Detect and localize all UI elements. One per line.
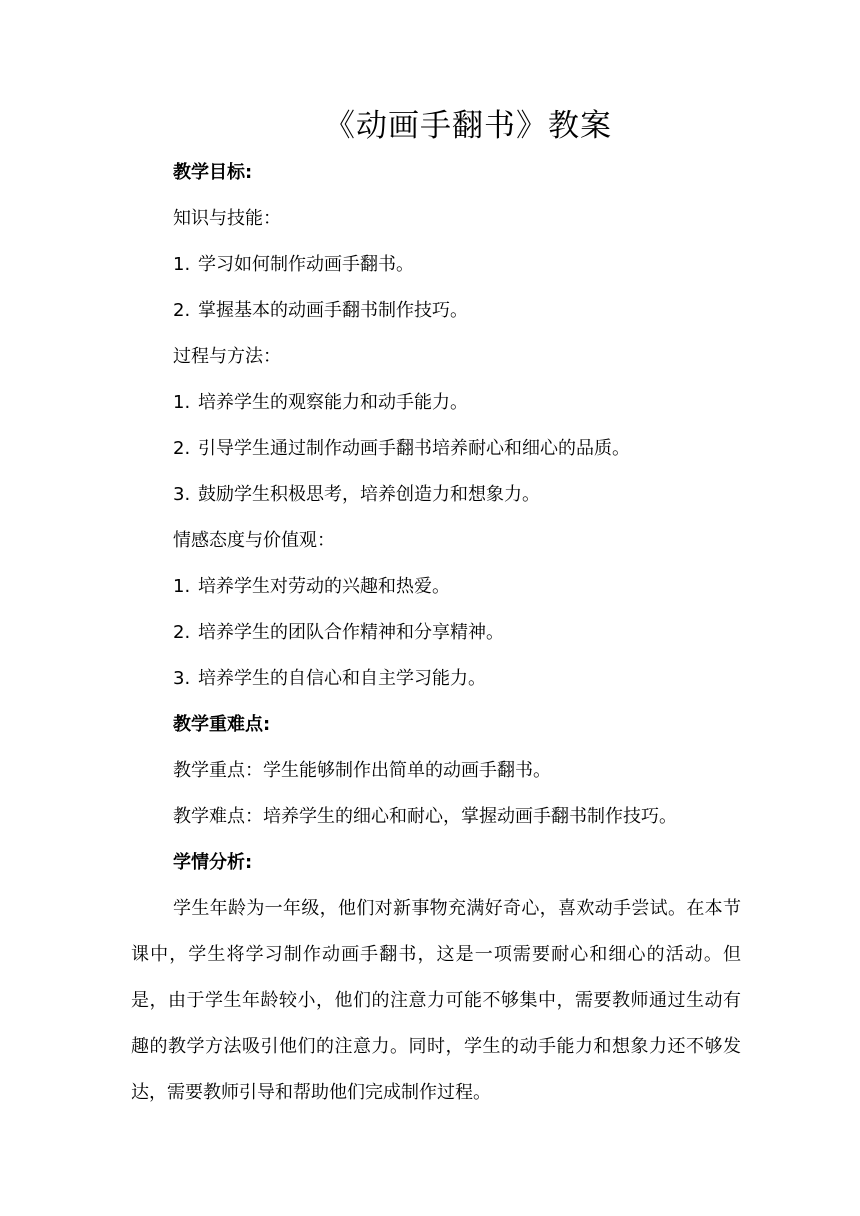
list-item-text: 培养学生对劳动的兴趣和热爱。 [198,576,450,597]
list-item-number: 2. [173,438,191,459]
list-item-number: 2. [173,300,191,321]
list-item-text: 培养学生的自信心和自主学习能力。 [198,668,486,689]
list-item-number: 3. [173,668,191,689]
list-item [131,610,741,656]
document-title: 《动画手翻书》教案 [324,108,612,144]
list-item-number: 1. [173,254,191,275]
list-item-text: 引导学生通过制作动画手翻书培养耐心和细心的品质。 [198,438,630,459]
list-item-text: 掌握基本的动画手翻书制作技巧。 [198,300,468,321]
list-item [131,380,741,426]
list-item [131,564,741,610]
list-item-number: 1. [173,576,191,597]
list-item-number: 3. [173,484,191,505]
list-item-text: 鼓励学生积极思考，培养创造力和想象力。 [198,484,540,505]
analysis-paragraph: 学生年龄为一年级，他们对新事物充满好奇心，喜欢动手尝试。在本节课中，学生将学习制作动画手翻书，这是一项需要耐心和细心的活动。但是，由于学生年龄较小，他们的注意力可能不够集中，需要教师通过生动有趣的教学方法吸引他们的注意力。同时，学生的动手能力和想象力还不够发达，需要教师引导和帮助他们完成制作过程。 [131,898,741,1103]
subheading-process: 过程与方法： [173,346,281,367]
list-item [131,656,741,702]
list-item-text: 培养学生的观察能力和动手能力。 [198,392,468,413]
section-heading-analysis: 学情分析: [173,852,253,873]
document-body [131,150,741,1116]
list-item-number: 1. [173,392,191,413]
list-item [131,288,741,334]
list-item [131,472,741,518]
key-point-difficulty: 教学难点：培养学生的细心和耐心，掌握动画手翻书制作技巧。 [173,806,677,827]
key-point-focus: 教学重点：学生能够制作出简单的动画手翻书。 [173,760,551,781]
list-item-text: 培养学生的团队合作精神和分享精神。 [198,622,504,643]
list-item-text: 学习如何制作动画手翻书。 [198,254,414,275]
list-item [131,242,741,288]
subheading-emotion: 情感态度与价值观： [173,530,335,551]
section-heading-objectives: 教学目标: [173,162,253,183]
list-item-number: 2. [173,622,191,643]
list-item [131,426,741,472]
subheading-knowledge: 知识与技能： [173,208,281,229]
section-heading-key-points: 教学重难点: [173,714,271,735]
